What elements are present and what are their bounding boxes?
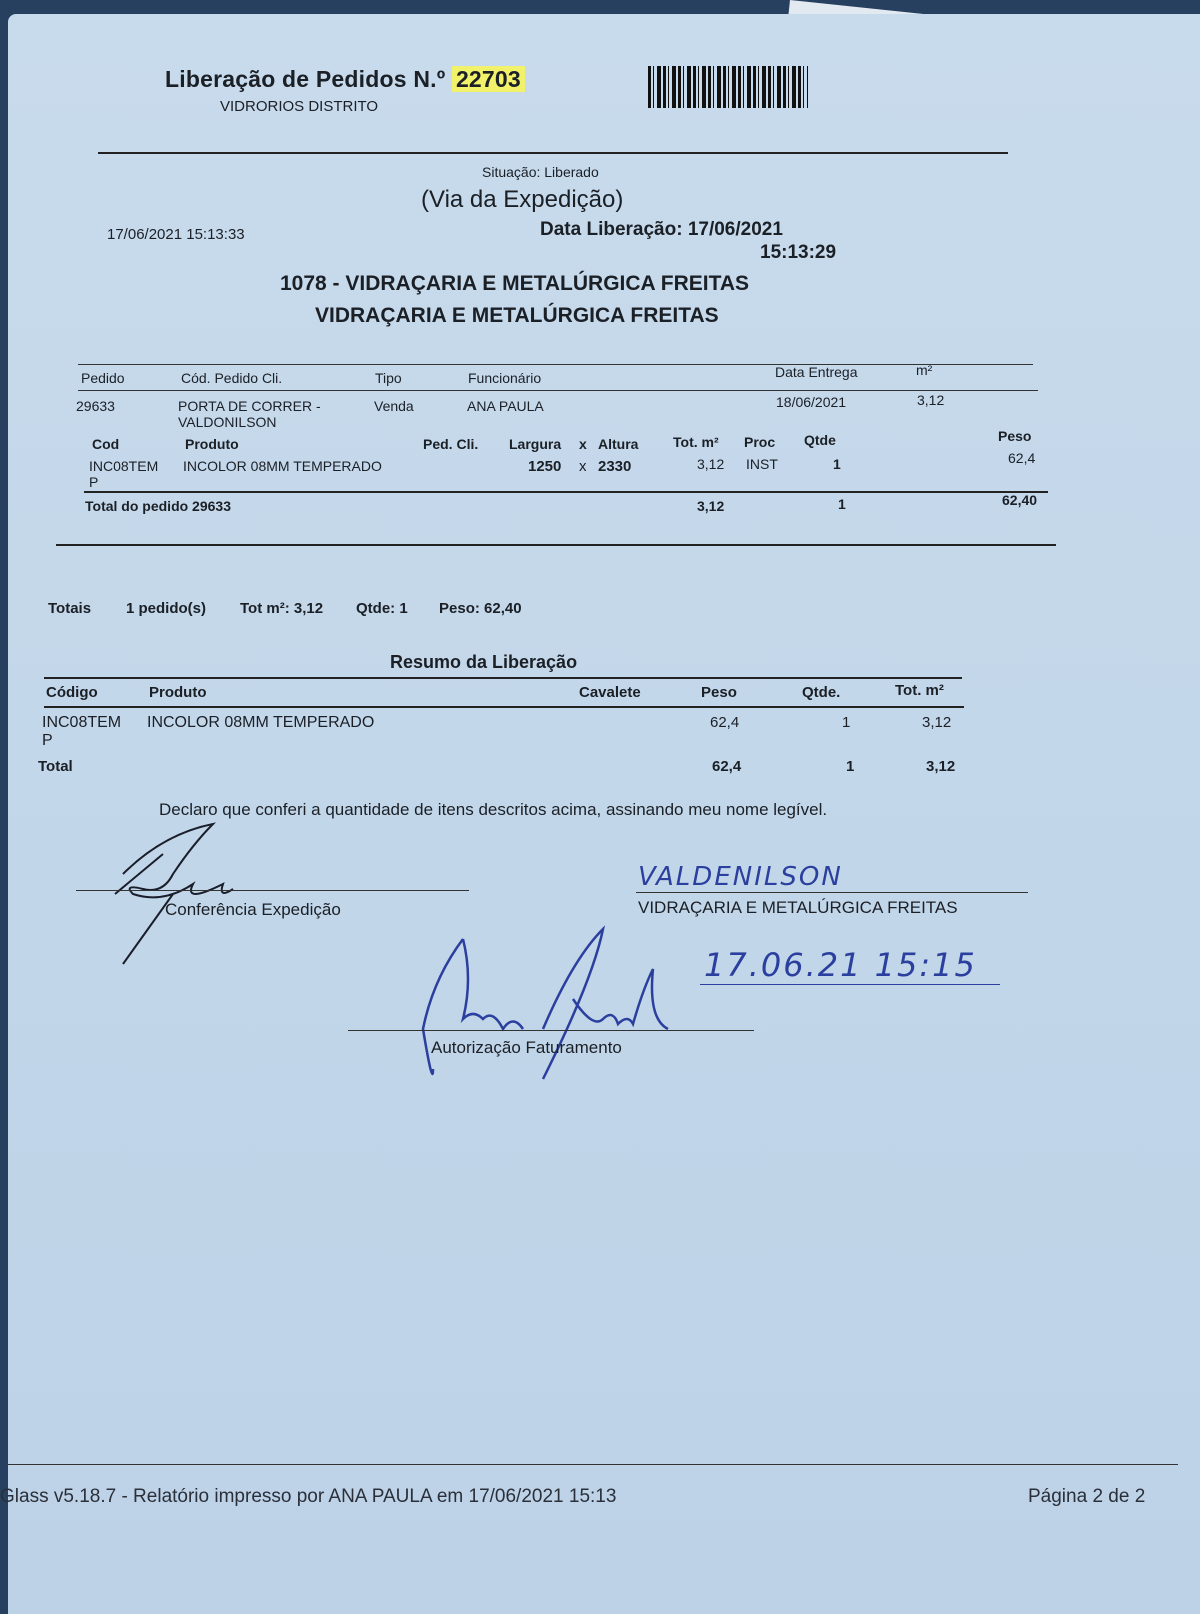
summary-total-peso: 62,4 — [712, 758, 742, 775]
summary-total-label: Total — [38, 758, 73, 775]
release-time: 15:13:29 — [760, 242, 837, 263]
signature-label-autorizacao: Autorização Faturamento — [431, 1038, 622, 1057]
company-name: VIDRORIOS DISTRITO — [220, 98, 379, 115]
item-peso: 62,4 — [1008, 450, 1036, 466]
order-total-m2: 3,12 — [697, 498, 725, 514]
item-cod: P — [89, 474, 99, 490]
summary-header-produto: Produto — [149, 684, 207, 701]
document-title-text: Liberação de Pedidos N.º — [165, 66, 446, 92]
summary-header-peso: Peso — [701, 684, 737, 701]
totals-qtde: Qtde: 1 — [356, 600, 408, 617]
order-total-peso: 62,40 — [1002, 492, 1038, 508]
summary-title: Resumo da Liberação — [390, 652, 578, 672]
col-header-largura: Largura — [509, 436, 562, 452]
handwritten-client-name: VALDENILSON — [638, 862, 843, 892]
col-header-x: x — [579, 436, 587, 452]
order-funcionario: ANA PAULA — [467, 398, 544, 414]
col-header-m2: m² — [916, 362, 933, 378]
handwritten-underline — [700, 984, 1000, 985]
summary-total-tot-m2: 3,12 — [926, 758, 956, 775]
declaration-text: Declaro que conferi a quantidade de itens descritos acima, assinando meu nome legível. — [159, 800, 828, 819]
divider — [44, 677, 962, 679]
summary-total-qtde: 1 — [846, 758, 855, 775]
col-header-cod-pedido: Cód. Pedido Cli. — [181, 370, 283, 386]
handwritten-datetime: 17.06.21 15:15 — [704, 946, 977, 984]
client-line-1: 1078 - VIDRAÇARIA E METALÚRGICA FREITAS — [280, 272, 750, 295]
order-cod-pedido: PORTA DE CORRER - — [178, 398, 321, 414]
divider — [78, 364, 1033, 365]
summary-tot-m2: 3,12 — [922, 714, 952, 731]
totals-m2: Tot m²: 3,12 — [240, 600, 324, 617]
signature-autorizacao-icon — [403, 919, 683, 1099]
item-produto: INCOLOR 08MM TEMPERADO — [183, 458, 382, 474]
summary-codigo: INC08TEM — [42, 714, 122, 731]
order-tipo: Venda — [374, 398, 414, 414]
document-title — [165, 66, 525, 93]
item-altura: 2330 — [598, 458, 632, 475]
summary-header-cavalete: Cavalete — [579, 684, 641, 701]
summary-codigo: P — [42, 732, 53, 749]
col-header-tipo: Tipo — [375, 370, 402, 386]
col-header-funcionario: Funcionário — [468, 370, 542, 386]
order-m2: 3,12 — [917, 392, 945, 408]
divider — [8, 1464, 1178, 1465]
divider — [98, 152, 1008, 154]
summary-produto: INCOLOR 08MM TEMPERADO — [147, 714, 375, 731]
order-total-label: Total do pedido 29633 — [85, 498, 231, 514]
order-cod-pedido: VALDONILSON — [178, 414, 277, 430]
item-x: x — [579, 458, 587, 475]
order-data-entrega: 18/06/2021 — [776, 394, 847, 410]
summary-header-qtde: Qtde. — [802, 684, 841, 701]
client-line-2: VIDRAÇARIA E METALÚRGICA FREITAS — [315, 304, 719, 327]
col-header-proc: Proc — [744, 434, 776, 450]
summary-qtde: 1 — [842, 714, 851, 731]
totals-label: Totais — [48, 600, 92, 617]
totals-peso: Peso: 62,40 — [439, 600, 522, 617]
item-cod: INC08TEM — [89, 458, 159, 474]
summary-header-tot-m2: Tot. m² — [895, 682, 944, 699]
col-header-cod: Cod — [92, 436, 120, 452]
item-proc: INST — [746, 456, 778, 472]
document-number: 22703 — [452, 66, 525, 92]
signature-line — [636, 892, 1028, 893]
divider — [78, 390, 1038, 391]
document-sheet — [0, 14, 1200, 1614]
barcode-icon — [648, 66, 808, 108]
signature-line — [348, 1030, 754, 1031]
signature-conferencia-icon — [103, 814, 243, 974]
divider — [44, 706, 964, 708]
signature-label-conferencia: Conferência Expedição — [165, 900, 341, 919]
col-header-altura: Altura — [598, 436, 639, 452]
print-datetime: 17/06/2021 15:13:33 — [107, 226, 245, 243]
col-header-produto: Produto — [185, 436, 239, 452]
totals-pedidos: 1 pedido(s) — [126, 600, 207, 617]
col-header-data-entrega: Data Entrega — [775, 364, 858, 380]
release-date: Data Liberação: 17/06/2021 — [540, 219, 783, 240]
col-header-tot-m2: Tot. m² — [673, 434, 719, 450]
footer-left: Glass v5.18.7 - Relatório impresso por ANA PAULA em 17/06/2021 15:13 — [0, 1486, 617, 1507]
col-header-ped-cli: Ped. Cli. — [423, 436, 479, 452]
item-tot-m2: 3,12 — [697, 456, 725, 472]
item-qtde: 1 — [833, 456, 841, 472]
col-header-peso: Peso — [998, 428, 1032, 444]
summary-peso: 62,4 — [710, 714, 740, 731]
divider — [56, 544, 1056, 546]
signature-line — [76, 890, 469, 891]
status-text: Situação: Liberado — [482, 164, 599, 180]
footer-page: Página 2 de 2 — [1028, 1486, 1146, 1507]
order-total-qtde: 1 — [838, 496, 846, 512]
divider — [84, 491, 1048, 493]
item-largura: 1250 — [528, 458, 562, 475]
summary-header-codigo: Código — [46, 684, 98, 701]
col-header-pedido: Pedido — [81, 370, 125, 386]
col-header-qtde: Qtde — [804, 432, 836, 448]
order-pedido: 29633 — [76, 398, 115, 414]
copy-type: (Via da Expedição) — [421, 186, 624, 213]
signature-label-cliente: VIDRAÇARIA E METALÚRGICA FREITAS — [638, 898, 958, 917]
